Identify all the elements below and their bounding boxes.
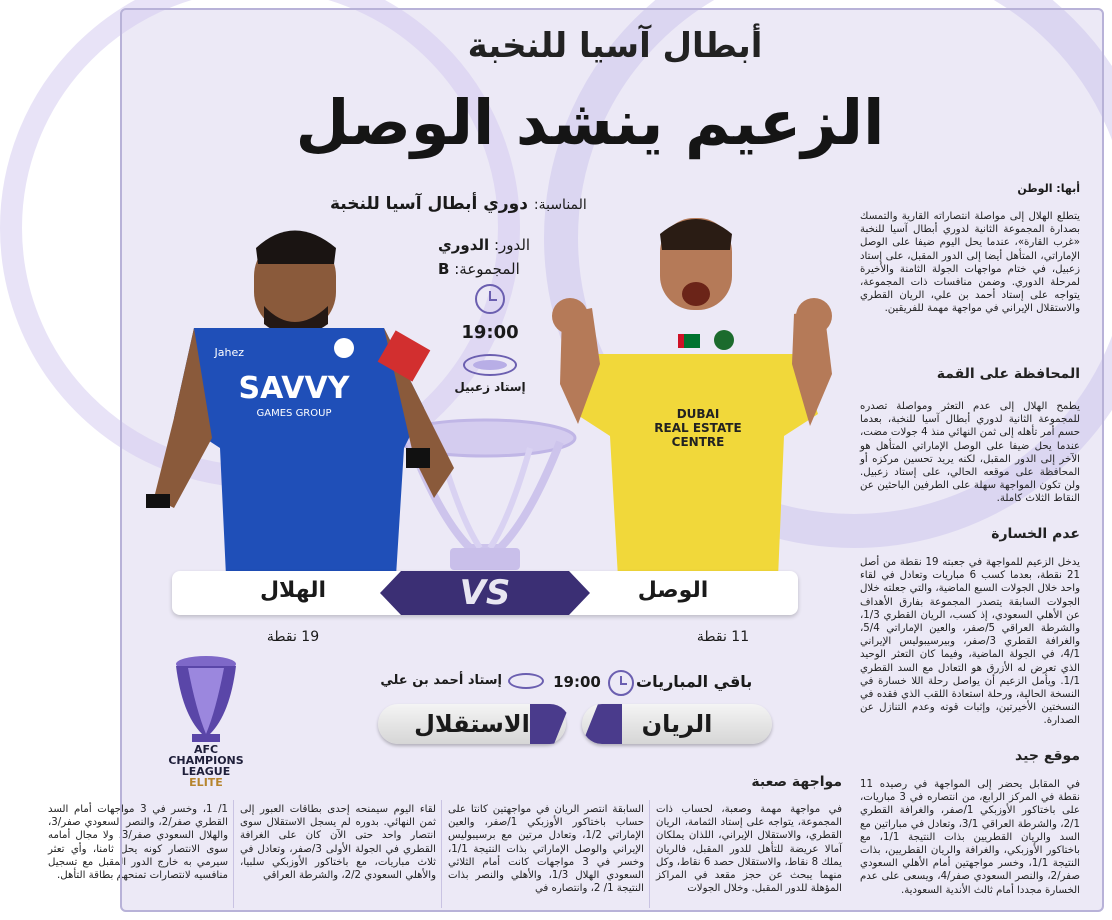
team-esteghlal-pill: الاستقلال	[378, 704, 566, 744]
subhead-top: المحافظة على القمة	[936, 366, 1080, 382]
article-good-position-section: في المقابل يحضر إلى المواجهة في رصيده 11 نقطة في المركز الرابع، من انتصاره في 3 مباريات، على باختاكور الأوزبكي 1/صفر، والغرافة القطري 2/1، والشرطة العراقي 3/1، وتعادل في مباراتين مع السد والريان القطريين بذات النتيجة 1/1، مع باختاكور الأوزبكي، والغرافة والريان القطريين، بذات النتيجة 1/1، وخسر مواجهتين أمام الأهلي السعودي صفر/2، والنصر السعودي صفر/4، ويسعى على عدم الخسارة مجددا أمام ثالث الأندية السعودية.	[860, 779, 1081, 896]
team-wasl: الوصل	[637, 578, 709, 603]
team-hilal: الهلال	[259, 578, 327, 603]
occasion-label: المناسبة:	[533, 197, 587, 213]
svg-text:REAL ESTATE: REAL ESTATE	[654, 421, 742, 435]
team-rayyan-pill: الريان	[582, 704, 772, 744]
kicker-title: أبطال آسيا للنخبة	[467, 26, 763, 66]
byline: أبها: الوطن	[1017, 182, 1080, 195]
round-value: الدوري	[438, 236, 490, 254]
afc-logo-text: AFC CHAMPIONS LEAGUE ELITE	[168, 743, 244, 789]
article-no-loss-section: يدخل الزعيم للمواجهة في جعبته 19 نقطة من أصل 21 نقطة، بعدما كسب 6 مباريات وتعادل في لقاء واحد خلال الجولات السبع الماضية، والتي جعلته خلال الجولات السابقة يتصدر المجموعة بفارق الأهداف عن الأهلي السعودي، إذ كسب، الريان القطري 1/3، والشرطة العراقي 5/صفر، والعين الإماراتي 5/4، والغرافة القطري 3/صفر، وبيرسيبوليس الإيراني 4/1، في الجولة الماضية، وفيما كان التعثر الوحيد الذي تعرض له الأزرق هو التعادل مع السد القطري 1/1. ويأمل الزعيم أن يواصل رحلة اللا خسارة في النسخة الحالية، ورحلة استعادة اللقب الذي فقده في النسختين الأخيرتين، وإثبات قوته وعدم التنازل عن الصدارة.	[860, 557, 1080, 727]
column-divider	[233, 800, 234, 908]
match-group	[438, 260, 520, 278]
svg-text:DUBAI: DUBAI	[676, 407, 720, 421]
group-label: المجموعة:	[454, 260, 520, 278]
remaining-match-stadium: إستاد أحمد بن علي	[380, 673, 502, 688]
article-column-2: السابقة انتصر الريان في مواجهتين كانتا على حساب باختاكور الأوزبكي 1/صفر، والعين الإماراتي 1/2، وتعادل مرتين مع برسيبوليس الإيراني والوصل الإماراتي بذات النتيجة 1/1، وخسر في 3 مواجهات كانت أمام الثلاثي السعودي الهلال 1/3، والأهلي والنصر بذات النتيجة 1/ 2، وانتصاره في	[448, 804, 644, 895]
stadium-icon-small	[508, 673, 544, 689]
hilal-player-image	[134, 208, 464, 576]
remaining-match-time: 19:00	[553, 673, 601, 691]
wasl-player-image	[548, 204, 838, 578]
points-wasl: 11 نقطة	[696, 629, 750, 645]
column-divider	[441, 800, 442, 908]
match-occasion	[330, 194, 587, 214]
headline: الزعيم ينشد الوصل	[295, 86, 885, 159]
stadium-icon	[463, 354, 517, 376]
article-column-3: لقاء اليوم سيمنحه إحدى بطاقات العبور إلى ثمن النهائي. بدوره لم يسجل الاستقلال سوى انتصار واحد حتى الآن كان على الغرافة القطري في الجولة الأولى 3/صفر، وتعادل في ثلاث مباريات، مع باختاكور الأوزبكي سلبيا، والأهلي السعودي 2/2، والشرطة العراقي	[240, 804, 436, 882]
svg-text:SAVVY: SAVVY	[238, 371, 350, 406]
svg-text:CENTRE: CENTRE	[671, 435, 725, 449]
subhead-no-loss: عدم الخسارة	[991, 526, 1080, 542]
round-label: الدور:	[493, 236, 531, 254]
svg-text:GAMES GROUP: GAMES GROUP	[256, 408, 332, 419]
subhead-good-position: موقع جيد	[1015, 748, 1080, 764]
svg-text:Jahez: Jahez	[214, 346, 244, 359]
infographic-page	[48, 8, 1104, 912]
clock-icon-small	[608, 670, 634, 696]
clock-icon	[475, 284, 505, 314]
article-column-1: في مواجهة مهمة وصعبة، لحساب ذات المجموعة، يتواجه على إستاد الثمامة، الريان القطري، والاستقلال الإيراني، اللذان يملكان آمالا عريضة للتأهل للدور المقبل، فالريان يملك 8 نقاط، والاستقلال حصد 6 نقاط، وكل منهما يبحث عن حجز مقعد في المراكز المؤهلة للدور المقبل. وخلال الجولات	[656, 804, 843, 895]
subhead-tough-match: مواجهة صعبة	[751, 774, 842, 790]
article-intro: يتطلع الهلال إلى مواصلة انتصاراته القارية والتمسك بصدارة المجموعة الثانية لدوري أبطال آسيا للنخبة «غرب القارة»، عندما يحل اليوم ضيفا على الوصل الإماراتي، المتأهل أيضا إلى الدور المقبل، على إستاد زعبيل، في ختام مواجهات الجولة الثامنة والأخيرة لمرحلة الدوري. وضمن منافسات ذات المجموعة، يتواجه على إستاد أحمد بن علي، الريان القطري والاستقلال الإيراني في مواجهة مهمة للفريقين.	[860, 211, 1080, 315]
match-stadium: إستاد زعبيل	[454, 380, 526, 394]
column-divider	[649, 800, 650, 908]
occasion-value: دوري أبطال آسيا للنخبة	[330, 194, 528, 214]
match-time: 19:00	[461, 322, 519, 343]
article-top-section: يطمح الهلال إلى عدم التعثر ومواصلة تصدره للمجموعة الثانية لدوري أبطال آسيا للنخبة، بعدما حسم أمر تأهله إلى ثمن النهائي منذ 4 جولات مضت، عندما يحل ضيفا على الوصل الإماراتي المتأهل هو الآخر إلى الدور المقبل، لكنه يريد تحسين مركزه أو المحافظة على موقعه الحالي، على إستاد زعبيل. ولن تكون المواجهة سهلة على الطرفين الباحثين عن النقاط الثلاث كاملة.	[860, 401, 1080, 505]
group-value: B	[438, 260, 450, 278]
versus-text: VS	[459, 573, 511, 613]
points-hilal: 19 نقطة	[266, 629, 320, 645]
match-round	[438, 236, 530, 254]
article-column-4: 1/ 1، وخسر في 3 مواجهات أمام السد القطري صفر/2، والنصر السعودي صفر/3، والهلال السعودي صفر/3، ولا مجال أمامه سوى الانتصار كونه يحل ثامنا، وأي تعثر سيرمي به خارج الدور المقبل مع تسجيل منافسيه لانتصارات تمنحهم بطاقة التأهل.	[48, 804, 229, 882]
remaining-matches-label: باقي المباريات	[636, 672, 753, 691]
